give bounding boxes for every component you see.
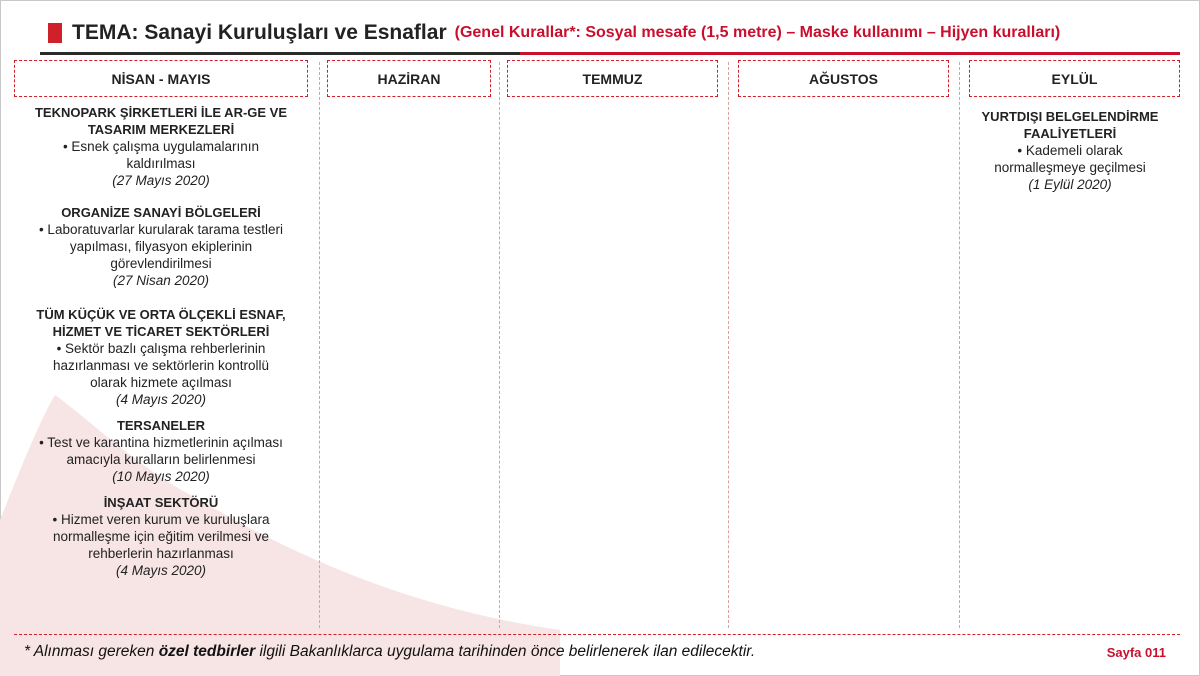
section-osb	[8, 204, 314, 290]
page-number: Sayfa 011	[1106, 645, 1166, 660]
section-title: TASARIM MERKEZLERİ	[87, 122, 235, 137]
section-title: TERSANELER	[116, 418, 206, 433]
column-divider	[728, 62, 729, 628]
section-text: normalleşme için eğitim verilmesi ve	[52, 529, 270, 544]
section-text: rehberlerin hazırlanması	[88, 546, 234, 561]
footnote-prefix: * Alınması gereken	[24, 643, 159, 660]
header-square-icon	[48, 23, 62, 43]
section-title: ORGANİZE SANAYİ BÖLGELERİ	[61, 205, 261, 220]
column-header-agustos: AĞUSTOS	[738, 60, 949, 97]
column-divider	[959, 62, 960, 628]
page-title: TEMA: Sanayi Kuruluşları ve Esnaflar	[72, 21, 447, 44]
section-title: HİZMET VE TİCARET SEKTÖRLERİ	[52, 324, 270, 339]
section-text: normalleşmeye geçilmesi	[994, 160, 1146, 175]
footnote-emphasis: özel tedbirler	[158, 643, 256, 660]
section-title: TÜM KÜÇÜK VE ORTA ÖLÇEKLİ ESNAF,	[36, 307, 286, 322]
section-text: yapılması, filyasyon ekiplerinin	[69, 239, 253, 254]
header	[48, 18, 1060, 48]
header-rule-dark	[40, 52, 520, 55]
footer-divider	[14, 634, 1180, 635]
section-date: (10 Mayıs 2020)	[112, 469, 210, 484]
section-title: YURTDIŞI BELGELENDİRME	[981, 109, 1159, 124]
section-date: (4 Mayıs 2020)	[115, 392, 207, 407]
column-body-nisan-mayis	[8, 104, 314, 580]
section-title: İNŞAAT SEKTÖRÜ	[103, 495, 219, 510]
section-title: FAALİYETLERİ	[1023, 126, 1117, 141]
section-insaat	[8, 494, 314, 580]
section-text: kaldırılması	[126, 156, 196, 171]
section-yurtdisi-belgelendirme	[963, 108, 1177, 194]
section-date: (4 Mayıs 2020)	[115, 563, 207, 578]
section-text: • Kademeli olarak	[1017, 143, 1123, 158]
column-body-eylul	[963, 108, 1177, 194]
column-header-temmuz: TEMMUZ	[507, 60, 718, 97]
section-tersaneler	[8, 417, 314, 486]
section-text: görevlendirilmesi	[110, 256, 212, 271]
header-rule-red	[520, 52, 1180, 55]
section-date: (1 Eylül 2020)	[1028, 177, 1112, 192]
column-header-nisan-mayis: NİSAN - MAYIS	[14, 60, 308, 97]
column-divider	[319, 62, 320, 628]
section-text: • Test ve karantina hizmetlerinin açılması	[39, 435, 283, 450]
column-divider	[499, 62, 500, 628]
section-text: • Esnek çalışma uygulamalarının	[62, 139, 260, 154]
section-text: • Hizmet veren kurum ve kuruluşlara	[52, 512, 270, 527]
footnote-suffix: ilgili Bakanlıklarca uygulama tarihinden önce belirlenerek ilan edilecektir.	[255, 643, 756, 660]
section-text: amacıyla kuralların belirlenmesi	[66, 452, 256, 467]
section-date: (27 Nisan 2020)	[112, 273, 210, 288]
section-kobi-esnaf	[8, 306, 314, 409]
section-text: olarak hizmete açılması	[90, 375, 232, 390]
column-header-eylul: EYLÜL	[969, 60, 1180, 97]
section-text: • Laboratuvarlar kurularak tarama testleri	[38, 222, 284, 237]
section-date: (27 Mayıs 2020)	[112, 173, 210, 188]
page-subtitle: (Genel Kurallar*: Sosyal mesafe (1,5 metre) – Maske kullanımı – Hijyen kuralları)	[454, 24, 1061, 41]
section-text: hazırlanması ve sektörlerin kontrollü	[52, 358, 270, 373]
column-header-haziran: HAZİRAN	[327, 60, 491, 97]
footnote	[24, 643, 755, 661]
section-teknopark	[8, 104, 314, 190]
section-text: • Sektör bazlı çalışma rehberlerinin	[56, 341, 266, 356]
section-title: TEKNOPARK ŞİRKETLERİ İLE AR-GE VE	[34, 105, 288, 120]
